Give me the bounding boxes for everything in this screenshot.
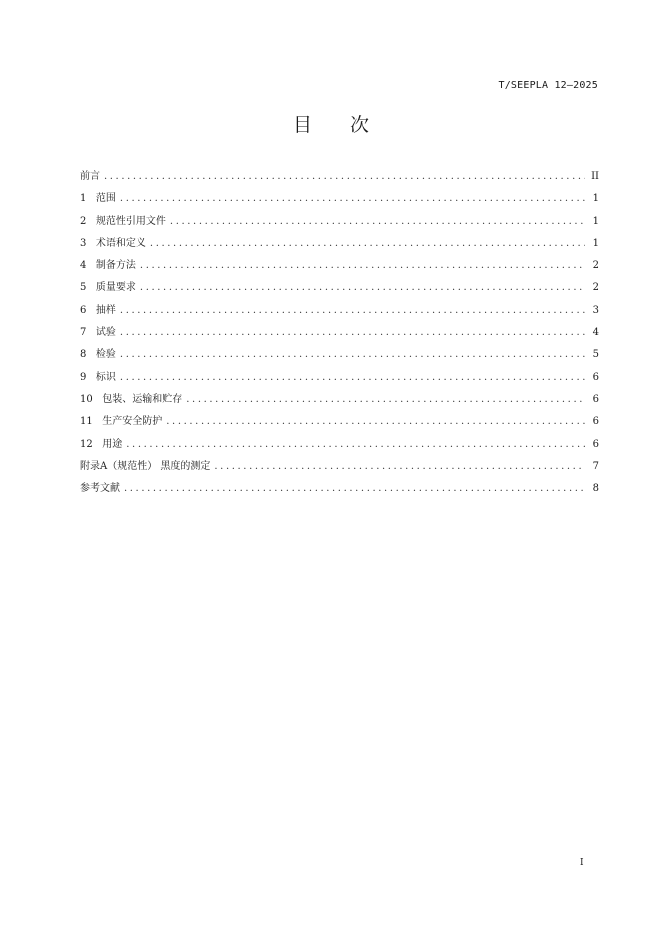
toc-entry-number: 6 bbox=[80, 304, 87, 316]
toc-entry-number: 10 bbox=[80, 393, 93, 405]
toc-leader-dots bbox=[186, 393, 585, 407]
toc-entry-12[interactable] bbox=[80, 438, 599, 460]
toc-entry-appendix-a[interactable] bbox=[80, 460, 599, 482]
toc-entry-page: 6 bbox=[592, 438, 599, 450]
toc-entry-page: II bbox=[591, 171, 599, 182]
standard-code: T/SEEPLA 12—2025 bbox=[498, 80, 598, 91]
toc-leader-dots bbox=[120, 304, 585, 318]
toc-entry-8[interactable] bbox=[80, 348, 599, 370]
toc-leader-dots bbox=[120, 371, 585, 385]
toc-entry-2[interactable] bbox=[80, 215, 599, 237]
toc-entry-number: 2 bbox=[80, 215, 87, 227]
toc-leader-dots bbox=[140, 259, 585, 273]
toc-entry-page: 2 bbox=[592, 260, 599, 272]
toc-entry-number: 11 bbox=[80, 416, 93, 428]
toc-entry-page: 4 bbox=[592, 327, 599, 339]
toc-entry-text: 包装、运输和贮存 bbox=[102, 393, 183, 405]
toc-entry-1[interactable] bbox=[80, 192, 599, 214]
toc-entry-text: 制备方法 bbox=[95, 260, 136, 272]
toc-entry-text: 质量要求 bbox=[95, 282, 136, 294]
toc-entry-text: 前言 bbox=[80, 171, 100, 182]
toc-entry-page: 3 bbox=[592, 304, 599, 316]
toc-entry-4[interactable] bbox=[80, 259, 599, 281]
toc-entry-10[interactable] bbox=[80, 393, 599, 415]
toc-leader-dots bbox=[120, 326, 585, 340]
toc-entry-page: 5 bbox=[592, 349, 599, 361]
toc-entry-text: 术语和定义 bbox=[95, 237, 146, 249]
toc-entry-text: 标识 bbox=[95, 371, 116, 383]
toc-leader-dots bbox=[170, 215, 585, 229]
toc-entry-5[interactable] bbox=[80, 281, 599, 303]
toc-entry-text: 附录A（规范性） 黑度的测定 bbox=[80, 460, 211, 472]
toc-entry-text: 用途 bbox=[102, 438, 123, 450]
toc-entry-text: 规范性引用文件 bbox=[95, 215, 166, 227]
toc-leader-dots bbox=[124, 482, 585, 496]
page-number: I bbox=[580, 858, 584, 868]
toc-entry-9[interactable] bbox=[80, 371, 599, 393]
toc-leader-dots bbox=[166, 415, 585, 429]
page-title bbox=[0, 110, 662, 137]
toc-entry-number: 9 bbox=[80, 371, 87, 383]
toc-entry-text: 范围 bbox=[95, 193, 116, 205]
toc-entry-3[interactable] bbox=[80, 237, 599, 259]
toc-leader-dots bbox=[126, 438, 585, 452]
toc-entry-6[interactable] bbox=[80, 304, 599, 326]
page-title-left: 目 bbox=[292, 114, 312, 136]
toc-entry-number: 4 bbox=[80, 260, 87, 272]
toc-entry-page: 1 bbox=[592, 193, 599, 205]
toc-leader-dots bbox=[120, 192, 585, 206]
toc-entry-page: 2 bbox=[592, 282, 599, 294]
toc-entry-number: 3 bbox=[80, 237, 87, 249]
toc-entry-11[interactable] bbox=[80, 415, 599, 437]
toc-entry-page: 1 bbox=[592, 215, 599, 227]
toc-entry-number: 7 bbox=[80, 327, 87, 339]
toc-leader-dots bbox=[140, 281, 585, 295]
toc-entry-page: 8 bbox=[592, 483, 599, 495]
toc-leader-dots bbox=[214, 460, 585, 474]
toc-entry-references[interactable] bbox=[80, 482, 599, 504]
toc-entry-text: 试验 bbox=[95, 327, 116, 339]
toc-entry-page: 7 bbox=[592, 460, 599, 472]
toc-entry-number: 5 bbox=[80, 282, 87, 294]
toc-entry-7[interactable] bbox=[80, 326, 599, 348]
toc-entry-text: 参考文献 bbox=[80, 483, 120, 495]
toc-entry-page: 6 bbox=[592, 371, 599, 383]
toc-entry-text: 检验 bbox=[95, 349, 116, 361]
toc-entry-number: 1 bbox=[80, 193, 87, 205]
toc-entry-text: 抽样 bbox=[95, 304, 116, 316]
toc-leader-dots bbox=[120, 348, 585, 362]
toc-leader-dots bbox=[150, 237, 585, 251]
toc-entry-page: 1 bbox=[592, 237, 599, 249]
toc-entry-number: 8 bbox=[80, 349, 87, 361]
toc-entry-page: 6 bbox=[592, 393, 599, 405]
toc-entry-page: 6 bbox=[592, 416, 599, 428]
toc-entry-foreword[interactable] bbox=[80, 170, 599, 192]
toc-entry-text: 生产安全防护 bbox=[102, 416, 163, 428]
page-title-right: 次 bbox=[350, 114, 370, 136]
table-of-contents bbox=[80, 170, 599, 504]
toc-leader-dots bbox=[104, 170, 585, 184]
toc-entry-number: 12 bbox=[80, 438, 93, 450]
